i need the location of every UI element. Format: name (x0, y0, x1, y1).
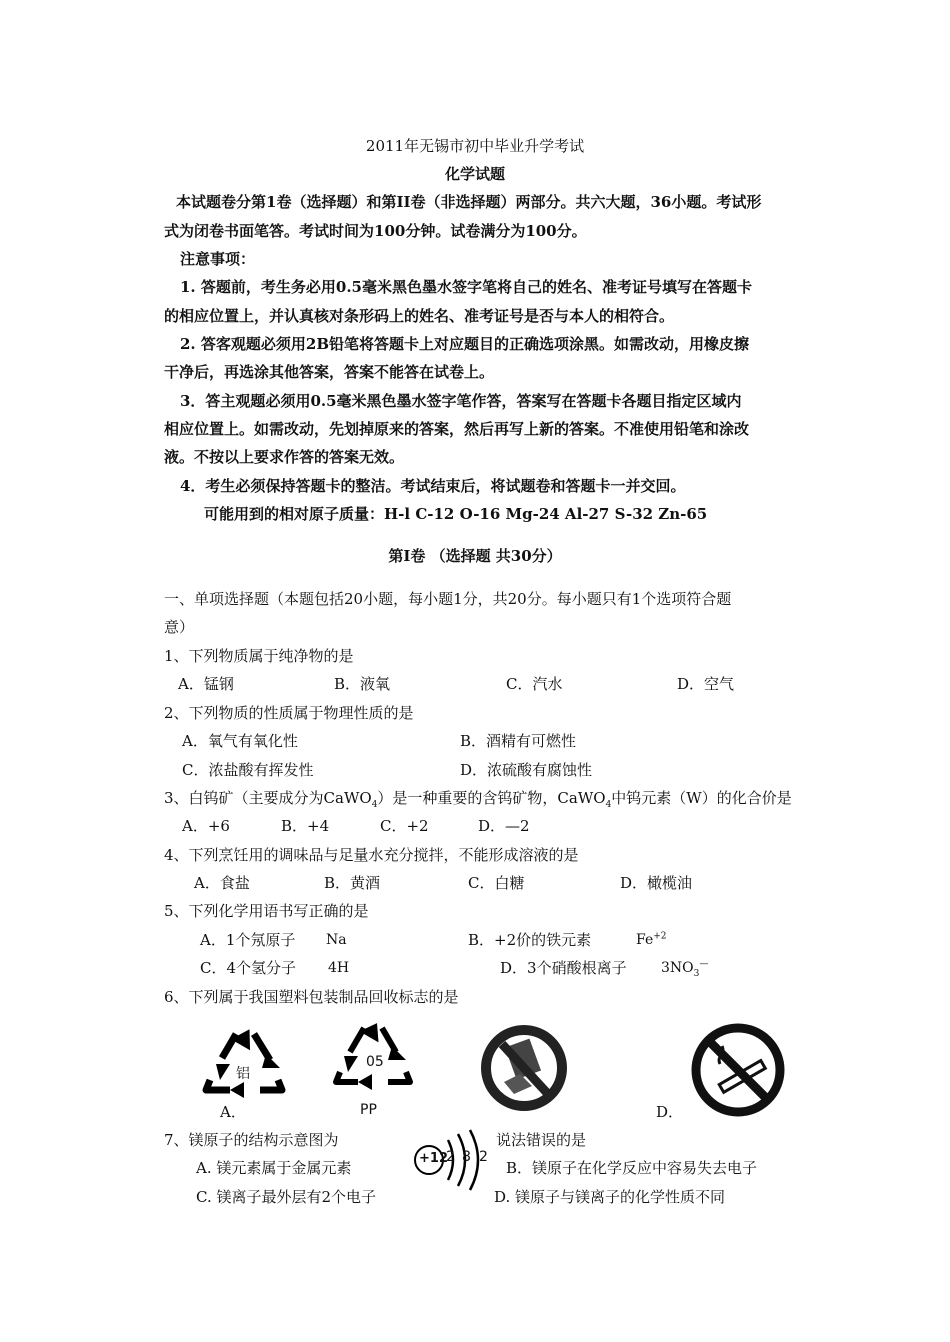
note-4: 4．考生必须保持答题卡的整洁。考试结束后，将试题卷和答题卡一并交回。 (180, 477, 686, 495)
q3-option-b: B．+4 (281, 817, 330, 835)
q7-option-d: D. 镁原子与镁离子的化学性质不同 (494, 1188, 726, 1206)
q5-stem: 5、下列化学用语书写正确的是 (164, 902, 369, 920)
q4-option-b: B．黄酒 (324, 874, 381, 892)
q1-option-b: B．液氧 (334, 675, 391, 693)
note-3a: 3．答主观题必须用0.5毫米黑色墨水签字笔作答，答案写在答题卡各题目指定区域内 (180, 392, 742, 410)
q2-stem: 2、下列物质的性质属于物理性质的是 (164, 704, 414, 722)
q4-option-c: C．白糖 (468, 874, 525, 892)
q5-option-d: D．3个硝酸根离子 (500, 959, 627, 977)
q3-stem: 3、白钨矿（主要成分为CaWO$_4$）是一种重要的含钨矿物，CaWO$_4$中钨元素（W）的化合价是 (164, 789, 792, 810)
note-3c: 液。不按以上要求作答的答案无效。 (164, 448, 405, 466)
intro-line-2: 式为闭卷书面笔答。考试时间为100分钟。试卷满分为100分。 (164, 222, 587, 240)
icon-a-text: 铝 (236, 1066, 250, 1082)
q1-option-c: C．汽水 (506, 675, 563, 693)
q1-option-d: D．空气 (677, 675, 735, 693)
q5-option-c-answer: 4H (328, 960, 350, 976)
atom-nucleus-charge: +12 (419, 1151, 448, 1166)
q6-stem: 6、下列属于我国塑料包装制品回收标志的是 (164, 988, 459, 1006)
subject-title: 化学试题 (444, 165, 505, 183)
q2-option-d: D．浓硫酸有腐蚀性 (460, 761, 593, 779)
section-1-instruction-b: 意） (164, 618, 195, 636)
section-1-title: 第I卷 （选择题 共30分） (388, 547, 562, 565)
atom-shell-2: 8 (462, 1149, 471, 1165)
q5-option-d-answer: $3NO_3^—$ (661, 959, 709, 979)
q5-option-a-answer: Na (326, 932, 347, 948)
intro-line-1: 本试题卷分第1卷（选择题）和第II卷（非选择题）两部分。共六大题，36小题。考试形 (176, 193, 762, 211)
atom-shell-1: 2 (446, 1149, 455, 1165)
q1-stem: 1、下列物质属于纯净物的是 (164, 647, 354, 665)
q7-option-c: C. 镁离子最外层有2个电子 (196, 1188, 377, 1206)
icon-b-label: PP (360, 1102, 377, 1118)
q5-option-b: B．+2价的铁元素 (468, 931, 592, 949)
icon-b-number: 05 (366, 1054, 384, 1070)
no-smoking-sign-icon (690, 1022, 786, 1118)
q4-option-d: D．橄榄油 (620, 874, 693, 892)
q5-option-c: C．4个氢分子 (200, 959, 297, 977)
q7-option-a: A. 镁元素属于金属元素 (196, 1159, 352, 1177)
atom-shell-3: 2 (479, 1149, 488, 1165)
q4-option-a: A．食盐 (194, 874, 250, 892)
q7-option-b: B．镁原子在化学反应中容易失去电子 (506, 1159, 758, 1177)
q1-option-a: A．锰钢 (178, 675, 234, 693)
exam-title: 2011年无锡市初中毕业升学考试 (365, 137, 585, 155)
note-2a: 2. 答客观题必须用2B铅笔将答题卡上对应题目的正确选项涂黑。如需改动，用橡皮擦 (180, 335, 750, 353)
q2-option-b: B．酒精有可燃性 (460, 732, 577, 750)
section-1-instruction-a: 一、单项选择题（本题包括20小题，每小题1分，共20分。每小题只有1个选项符合题 (164, 590, 732, 608)
note-1a: 1. 答题前，考生务必用0.5毫米黑色墨水签字笔将自己的姓名、准考证号填写在答题卡 (180, 278, 752, 296)
atomic-masses: 可能用到的相对原子质量：H-l C-12 O-16 Mg-24 Al-27 S-32 Zn-65 (204, 505, 708, 523)
note-1b: 的相应位置上，并认真核对条形码上的姓名、准考证号是否与本人的相符合。 (164, 307, 675, 325)
q6-option-d: D． (656, 1103, 684, 1121)
q3-option-c: C．+2 (380, 817, 429, 835)
q4-stem: 4、下列烹饪用的调味品与足量水充分搅拌，不能形成溶液的是 (164, 846, 579, 864)
q5-option-a: A．1个氖原子 (200, 931, 296, 949)
q7-stem-right: 说法错误的是 (496, 1131, 587, 1149)
q2-option-a: A．氧气有氧化性 (182, 732, 298, 750)
no-littering-sign-icon (480, 1022, 568, 1114)
note-3b: 相应位置上。如需改动，先划掉原来的答案，然后再写上新的答案。不准使用铅笔和涂改 (164, 420, 750, 438)
notes-title: 注意事项： (180, 250, 256, 268)
note-2b: 干净后，再选涂其他答案，答案不能答在试卷上。 (164, 363, 495, 381)
q3-option-d: D．—2 (478, 817, 530, 835)
q2-option-c: C．浓盐酸有挥发性 (182, 761, 314, 779)
q3-option-a: A．+6 (182, 817, 230, 835)
q5-option-b-answer: $Fe^{+2}$ (636, 931, 667, 948)
q6-option-a: A． (220, 1103, 246, 1121)
q7-stem-left: 7、镁原子的结构示意图为 (164, 1131, 339, 1149)
